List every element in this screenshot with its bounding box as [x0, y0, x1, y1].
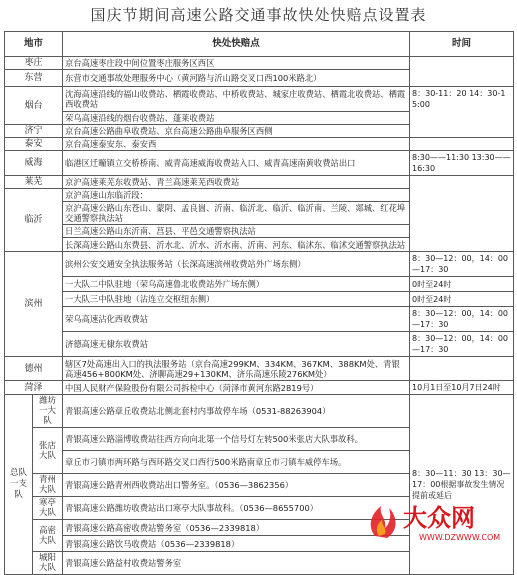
point-cell: 一大队三中队驻地（沾连立交枢纽东侧）	[63, 292, 410, 307]
point-cell: 青银高速公路饮马收费站（0536—2339818）	[63, 536, 410, 552]
point-cell: 一大队二中队驻地（荣乌高速鲁北收费站外广场东侧）	[63, 277, 410, 292]
point-cell: 辖区7处高速出入口的执法服务站（京台高速299KM、334KM、367KM、388KM处、青银高速456+800KM处、济聊高速29+130KM、济乐高速乐陵276KM处）	[63, 357, 410, 381]
point-cell: 青银高速公路高密收费站警务室（0536—2339818）	[63, 520, 410, 536]
time-cell: 8：30-11：20 14：30-15:00	[410, 87, 514, 138]
point-cell: 京沪高速公路山东苍山、蒙阴、孟良崮、沂南、临沂北、临沂、临沂南、兰陵、郯城、红花埠交通警察执法站	[63, 202, 410, 225]
time-cell	[410, 176, 514, 252]
city-cell: 滨州	[5, 252, 63, 357]
page-title: 国庆节期间高速公路交通事故快处快赔点设置表	[90, 6, 427, 24]
city-cell: 泰安	[5, 138, 63, 151]
sub-unit-cell: 城阳大队	[33, 552, 63, 575]
table-row	[5, 176, 514, 189]
time-cell: 0时至24时	[410, 292, 514, 307]
city-cell: 威海	[5, 151, 63, 176]
city-cell: 东营	[5, 70, 63, 87]
point-cell: 长深高速公路山东费县、沂水北、沂水、沂水南、沂南、河东、临沭东、临沭交通警察执法站	[63, 238, 410, 252]
header-point: 快处快赔点	[63, 32, 410, 57]
table-row	[5, 381, 514, 395]
header-time: 时间	[410, 32, 514, 57]
time-cell: 10月1日至10月7日24时	[410, 381, 514, 395]
point-cell: 中国人民财产保险股份有限公司拆检中心（菏泽市黄河东路2819号）	[63, 381, 410, 395]
table-row	[5, 252, 514, 277]
city-cell: 济宁	[5, 125, 63, 138]
point-cell: 京台高速公路曲阜收费站、京台高速公路曲阜服务区西侧	[63, 125, 410, 138]
table-header-row	[5, 32, 514, 57]
sub-unit-cell: 高密大队	[33, 520, 63, 552]
city-cell: 德州	[5, 357, 63, 381]
table-row	[5, 138, 514, 151]
point-cell: 青银高速公路益村收费站警务室	[63, 552, 410, 575]
table-row	[5, 332, 514, 357]
settlement-points-table	[4, 31, 513, 575]
point-cell: 临港区迁疃镇立交桥桥南、威青高速威海收费站入口、威青高速南黄收费站出口	[63, 151, 410, 176]
point-cell: 东营市交通事故处理服务中心（黄河路与沂山路交叉口西100米路北）	[63, 70, 410, 87]
point-cell: 京沪高速山东临沂段：	[63, 189, 410, 202]
point-cell: 京台高速枣庄段中间位置枣庄服务区西区	[63, 57, 410, 70]
table	[4, 31, 514, 575]
point-cell: 青银高速公路淄博收费站往西方向向北第一个信号灯左转500米张店大队事故科。	[63, 428, 410, 451]
time-cell: 8：30—12：00，14：00—17：30	[410, 252, 514, 277]
time-cell	[410, 357, 514, 381]
time-cell: 8：30—12：00，14：00—17：30	[410, 332, 514, 357]
point-cell: 济德高速无棣东收费站	[63, 332, 410, 357]
city-cell: 莱芜	[5, 176, 63, 189]
point-cell: 沈海高速沿线的福山收费站、栖霞收费站、中桥收费站、城家庄收费站、栖霞北收费站、栖霞西收费站	[63, 87, 410, 112]
point-cell: 京沪高速莱芜东收费站、青兰高速莱芜西收费站	[63, 176, 410, 189]
table-row	[5, 307, 514, 332]
watermark-url: WWW.DZWWW.COM	[419, 533, 501, 542]
point-cell: 章丘市刁镇市两环路与西环路交叉口西行500米路南章丘市刁镇车威停车场。	[63, 451, 410, 474]
city-cell: 枣庄	[5, 57, 63, 70]
group-cell: 总队一支队	[5, 395, 33, 575]
sub-unit-cell: 潍坊一大队	[33, 395, 63, 428]
time-cell: 0时至24时	[410, 277, 514, 292]
table-row	[5, 277, 514, 292]
table-row	[5, 151, 514, 176]
table-row	[5, 57, 514, 70]
point-cell: 荣乌高速沿线的烟台收费站、蓬莱收费站	[63, 112, 410, 125]
header-city: 地市	[5, 32, 63, 57]
point-cell: 青银高速公路潍坊收费站出口寒亭大队事故科。（0536—8655700）	[63, 497, 410, 520]
sub-unit-cell: 寒亭大队	[33, 497, 63, 520]
table-row	[5, 395, 514, 428]
point-cell: 青银高速公路章丘收费站北侧北套村内事故停车场（0531-88263904）	[63, 395, 410, 428]
point-cell: 滨州公安交通安全执法服务站（长深高速滨州收费站外广场东侧）	[63, 252, 410, 277]
point-cell: 京台高速泰安东、泰安西	[63, 138, 410, 151]
time-cell: 8:30——11:30 13:30——16:30	[410, 151, 514, 176]
city-cell: 烟台	[5, 87, 63, 125]
city-cell: 菏泽	[5, 381, 63, 395]
sub-unit-cell: 青州大队	[33, 474, 63, 497]
time-cell	[410, 57, 514, 87]
point-cell: 荣乌高速沾化西收费站	[63, 307, 410, 332]
time-cell: 8：30—11：30 13：30—17：00根据事故发生情况提前或延后	[410, 395, 514, 575]
table-row	[5, 292, 514, 307]
time-cell: 8：30—12：00，14：00—17：30	[410, 307, 514, 332]
point-cell: 青银高速公路青州西收费站出口警务室。（0536—3862356）	[63, 474, 410, 497]
table-row	[5, 87, 514, 112]
city-cell: 临沂	[5, 189, 63, 252]
table-row	[5, 357, 514, 381]
point-cell: 日兰高速公路山东沂南、莒县、平邑交通警察执法站	[63, 225, 410, 238]
time-cell	[410, 138, 514, 151]
watermark-text: 大众网	[403, 504, 475, 532]
sub-unit-cell: 张店大队	[33, 428, 63, 474]
